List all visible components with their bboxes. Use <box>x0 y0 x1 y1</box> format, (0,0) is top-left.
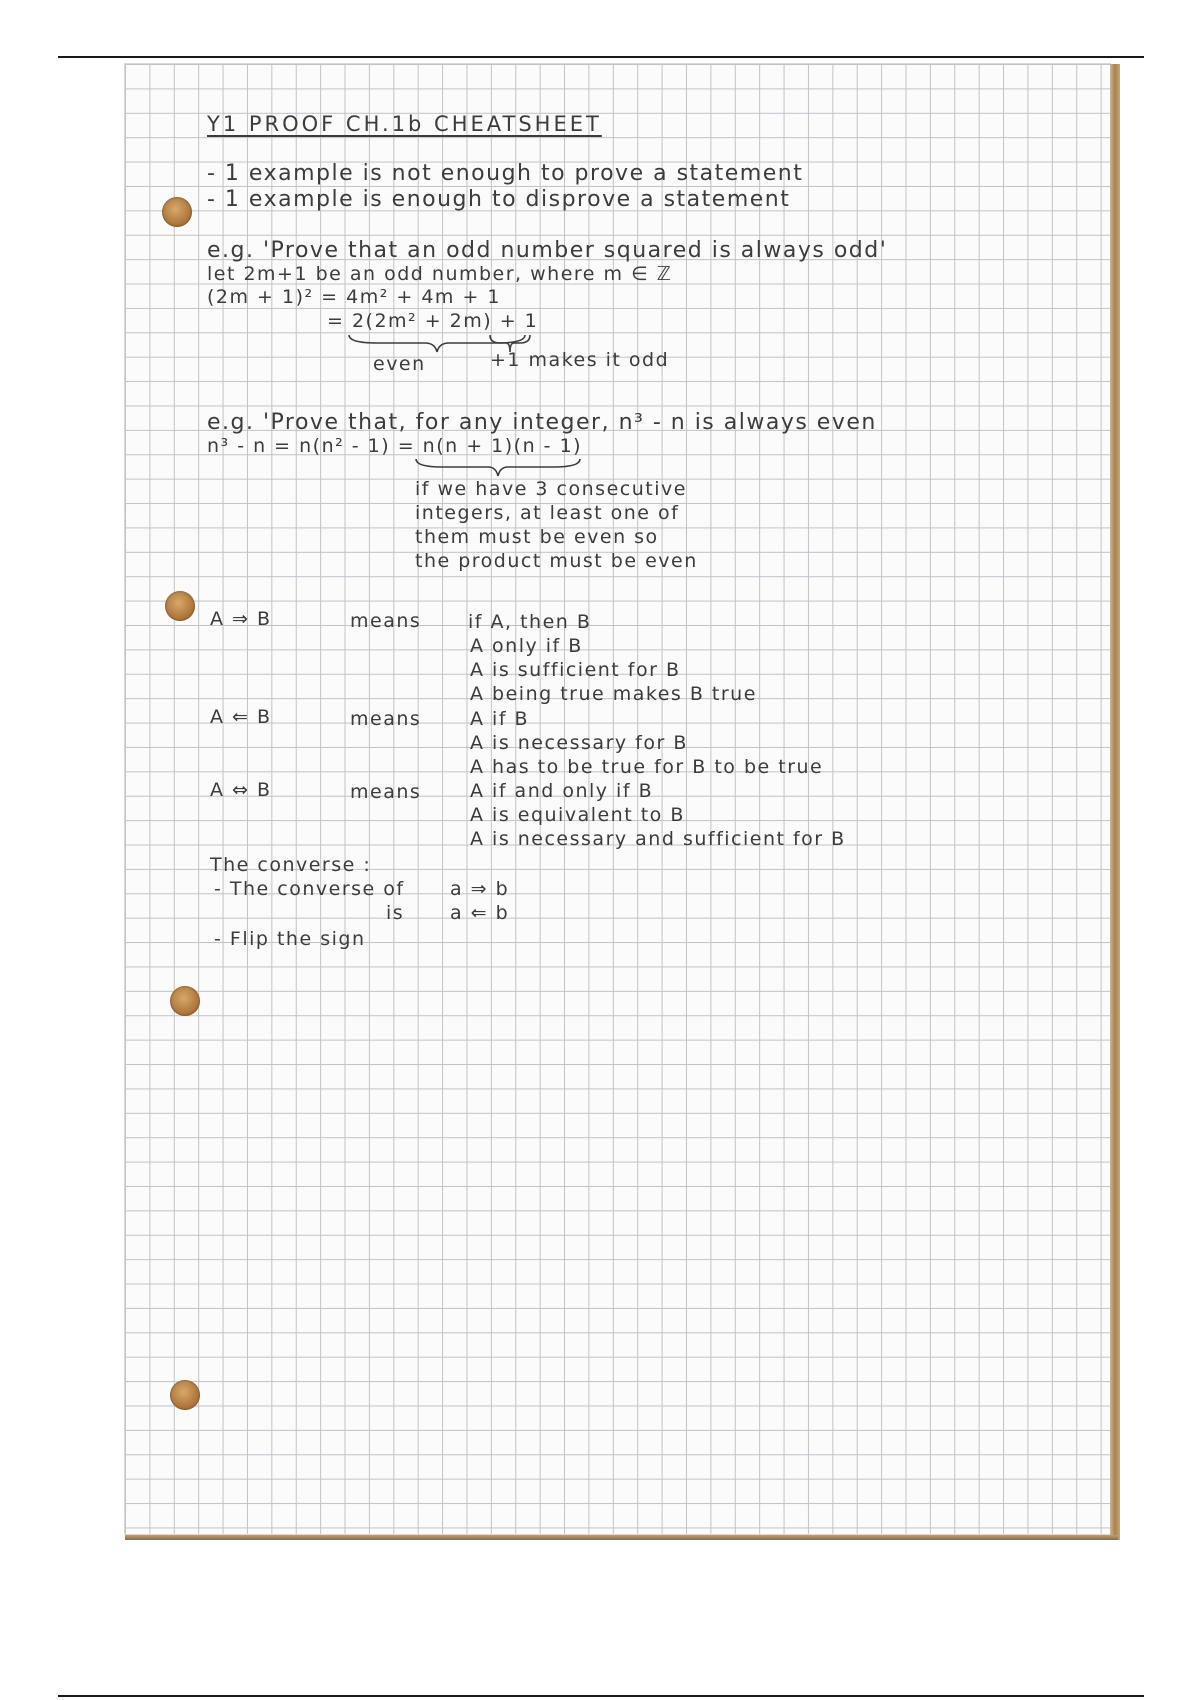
punch-hole <box>170 986 200 1016</box>
paper-binding-edge <box>1110 64 1120 1540</box>
example2-statement: e.g. 'Prove that, for any integer, n³ - n is always even <box>207 410 877 435</box>
bottom-rule <box>58 1695 1144 1697</box>
implication-means: means <box>350 781 422 803</box>
example2-note-line: if we have 3 consecutive <box>415 478 687 500</box>
top-rule <box>58 56 1144 58</box>
page-title: Y1 PROOF CH.1b CHEATSHEET <box>207 112 602 136</box>
example1-line2: = 2(2m² + 2m) + 1 <box>327 310 539 332</box>
example2-note-line: the product must be even <box>415 550 698 572</box>
implication-line: A is necessary and sufficient for B <box>470 828 846 850</box>
example2-line1: n³ - n = n(n² - 1) = n(n + 1)(n - 1) <box>207 435 583 457</box>
punch-hole <box>165 591 195 621</box>
implication-line: A being true makes B true <box>470 683 757 705</box>
implication-means: means <box>350 610 422 632</box>
even-label: even <box>373 353 426 375</box>
implication-line: A if and only if B <box>470 780 654 802</box>
paper-bottom-edge <box>125 1535 1118 1540</box>
example1-line1: (2m + 1)² = 4m² + 4m + 1 <box>207 286 502 308</box>
implication-line: A has to be true for B to be true <box>470 756 824 778</box>
example2-note-line: integers, at least one of <box>415 502 680 524</box>
implication-symbol: A ⇒ B <box>210 608 272 630</box>
converse-expression: a ⇒ b <box>450 878 510 900</box>
implication-line: A is necessary for B <box>470 732 688 754</box>
punch-hole <box>170 1380 200 1410</box>
implication-symbol: A ⇐ B <box>210 706 272 728</box>
implication-line: A is equivalent to B <box>470 804 685 826</box>
implication-line: if A, then B <box>468 611 592 633</box>
punch-hole <box>162 197 192 227</box>
implication-symbol: A ⇔ B <box>210 779 272 801</box>
implication-means: means <box>350 708 422 730</box>
implication-line: A only if B <box>470 635 583 657</box>
converse-expression: a ⇐ b <box>450 902 510 924</box>
implication-line: A if B <box>470 708 530 730</box>
example1-let: let 2m+1 be an odd number, where m ∈ ℤ <box>207 263 673 285</box>
converse-line: - Flip the sign <box>214 928 366 950</box>
bullet-item: - 1 example is not enough to prove a statement <box>207 161 804 186</box>
implication-line: A is sufficient for B <box>470 659 681 681</box>
converse-line: - The converse of <box>214 878 405 900</box>
example2-note-line: them must be even so <box>415 526 659 548</box>
converse-heading: The converse : <box>210 854 372 876</box>
bullet-item: - 1 example is enough to disprove a statement <box>207 187 791 212</box>
odd-label: +1 makes it odd <box>490 349 670 371</box>
product-brace <box>414 457 584 479</box>
converse-line: is <box>386 902 405 924</box>
example1-statement: e.g. 'Prove that an odd number squared is always odd' <box>207 238 888 263</box>
